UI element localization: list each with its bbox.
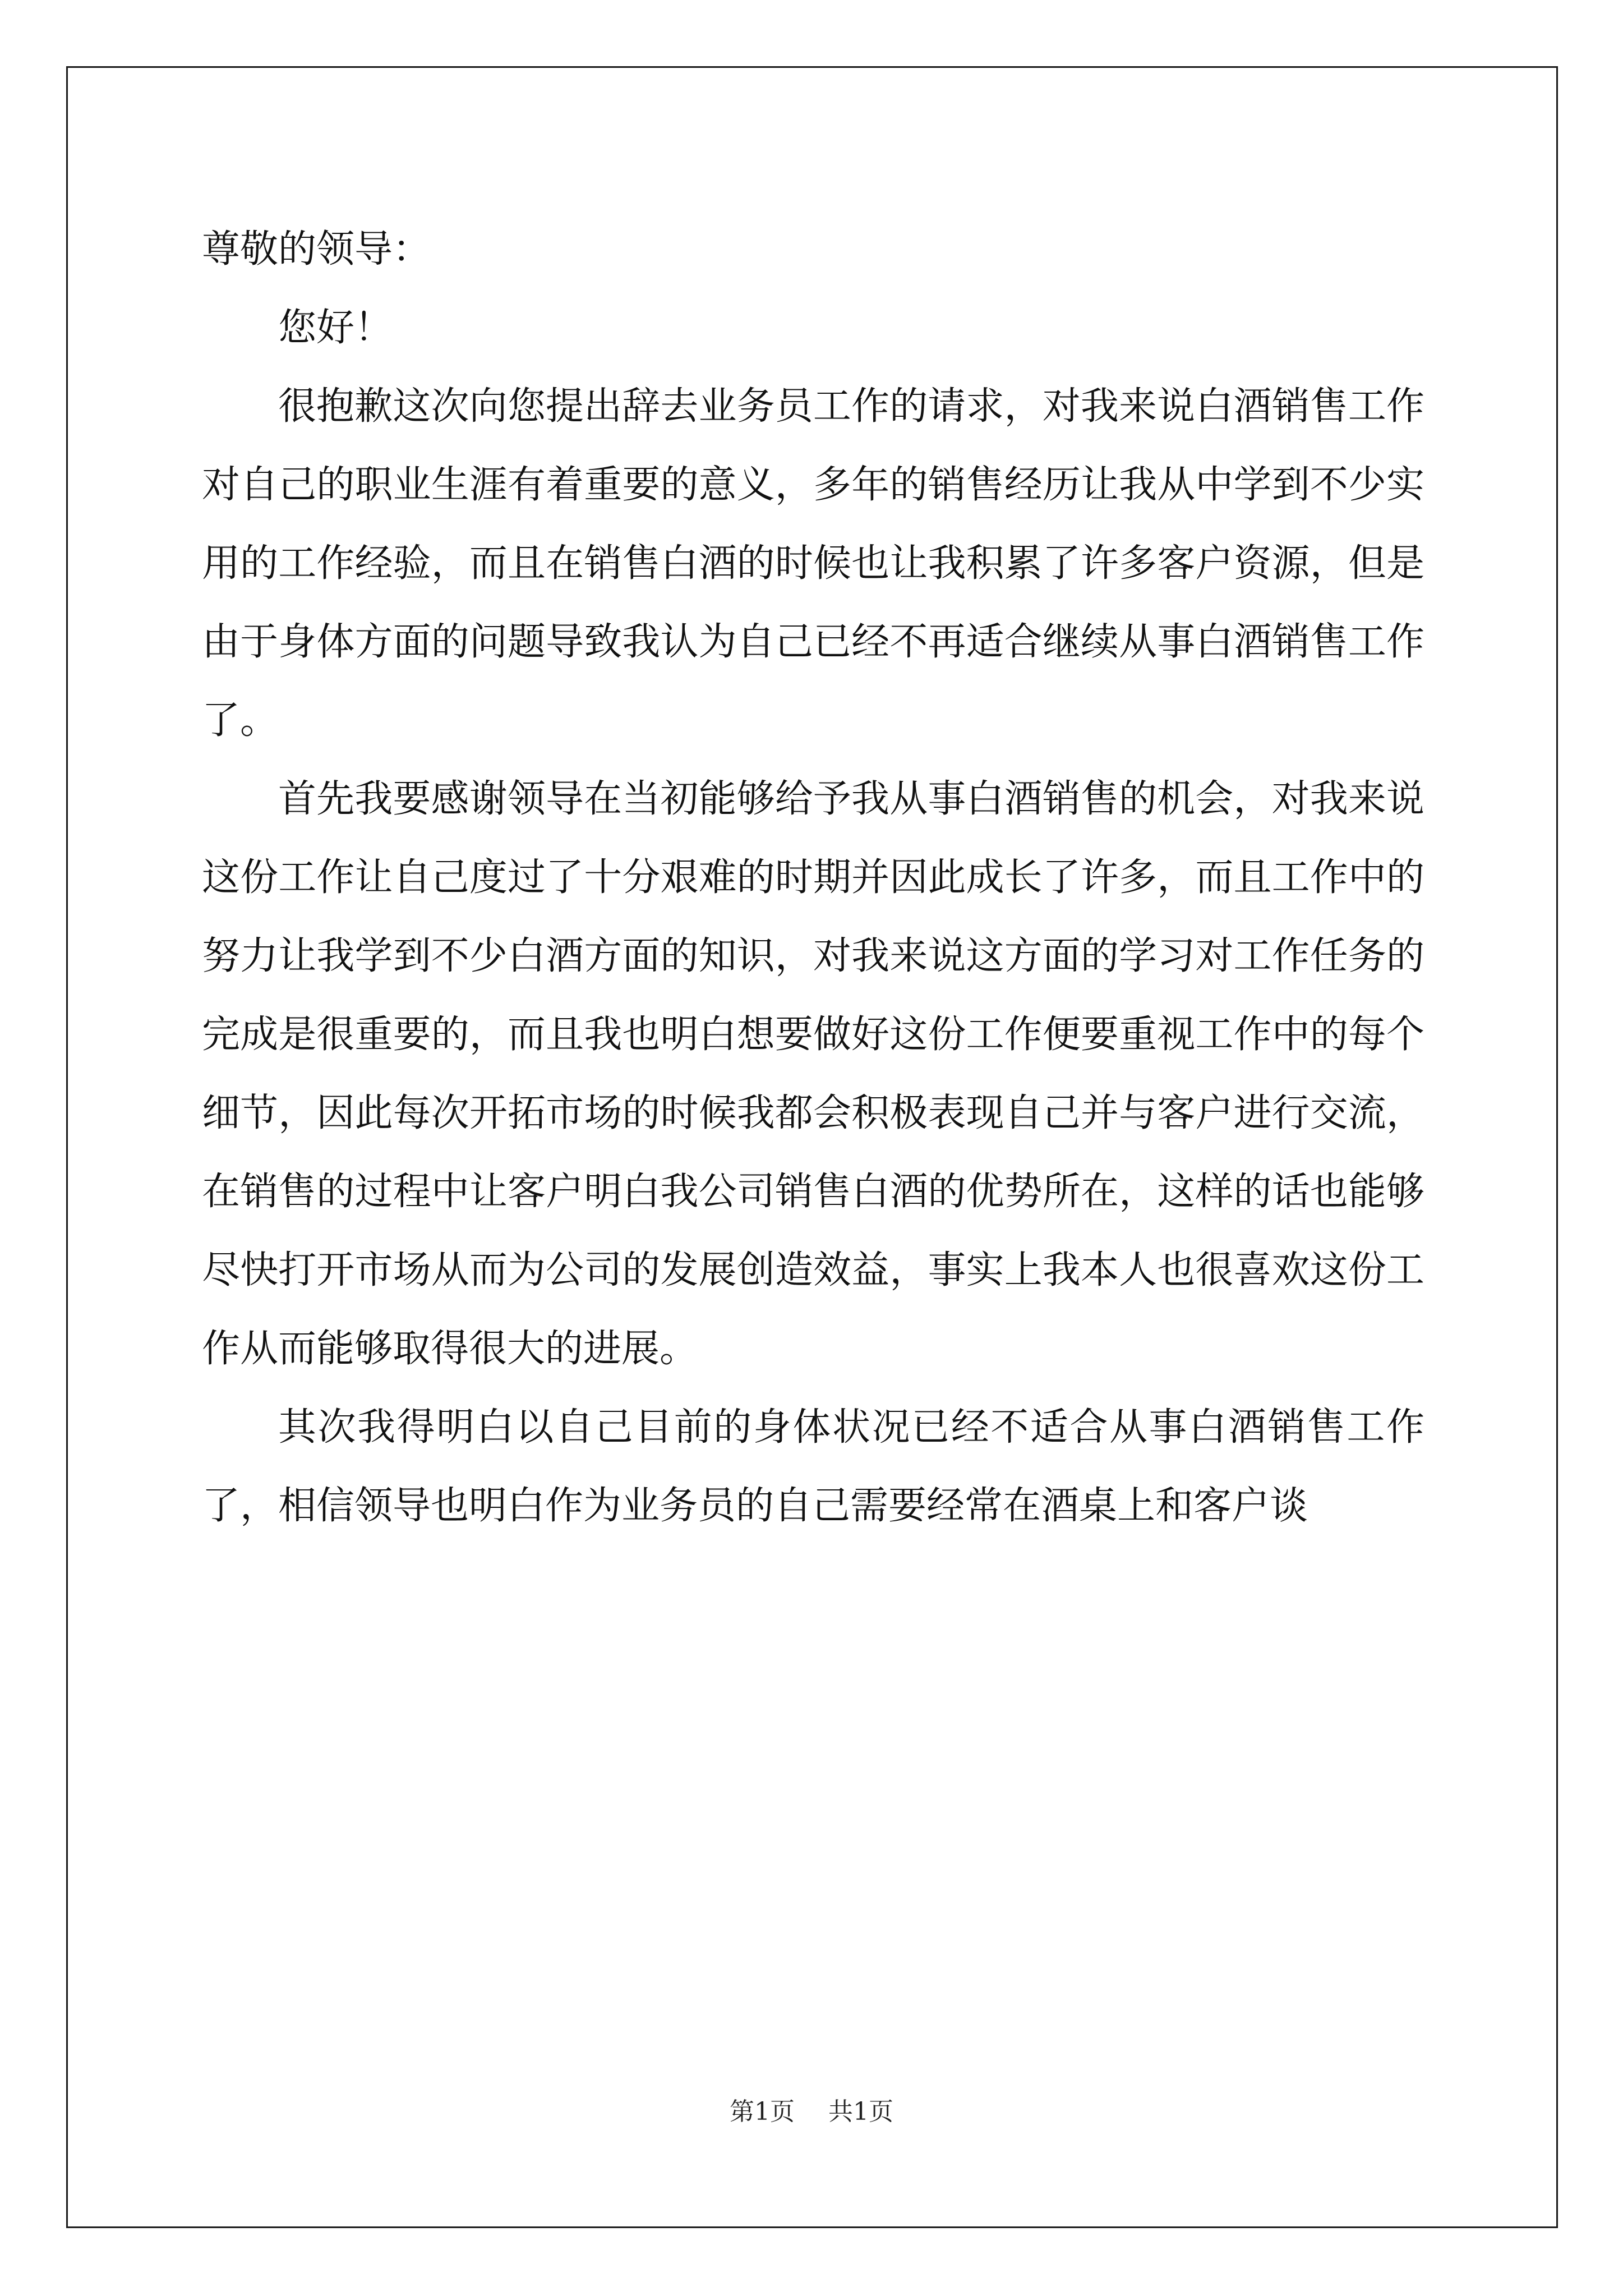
paragraph-1: 很抱歉这次向您提出辞去业务员工作的请求，对我来说白酒销售工作对自己的职业生涯有着重要的意义，多年的销售经历让我从中学到不少实用的工作经验，而且在销售白酒的时候也让我积累了许多客户资源，但是由于身体方面的问题导致我认为自己已经不再适合继续从事白酒销售工作了。 [202, 384, 1424, 743]
page-footer [0, 2095, 1623, 2129]
paragraph-3: 其次我得明白以自己目前的身体状况已经不适合从事白酒销售工作了，相信领导也明白作为业务员的自己需要经常在酒桌上和客户谈 [202, 1405, 1424, 1528]
salutation: 尊敬的领导： [202, 227, 431, 272]
paragraph-2: 首先我要感谢领导在当初能够给予我从事白酒销售的机会，对我来说这份工作让自己度过了十分艰难的时期并因此成长了许多，而且工作中的努力让我学到不少白酒方面的知识，对我来说这方面的学习对工作任务的完成是很重要的，而且我也明白想要做好这份工作便要重视工作中的每个细节，因此每次开拓市场的时候我都会积极表现自己并与客户进行交流，在销售的过程中让客户明白我公司销售白酒的优势所在，这样的话也能够尽快打开市场从而为公司的发展创造效益，事实上我本人也很喜欢这份工作从而能够取得很大的进展。 [202, 777, 1424, 1371]
letter-body [202, 210, 1424, 1545]
greeting: 您好！ [278, 306, 393, 350]
page-total: 共1页 [828, 2097, 893, 2126]
page-number: 第1页 [730, 2097, 795, 2126]
